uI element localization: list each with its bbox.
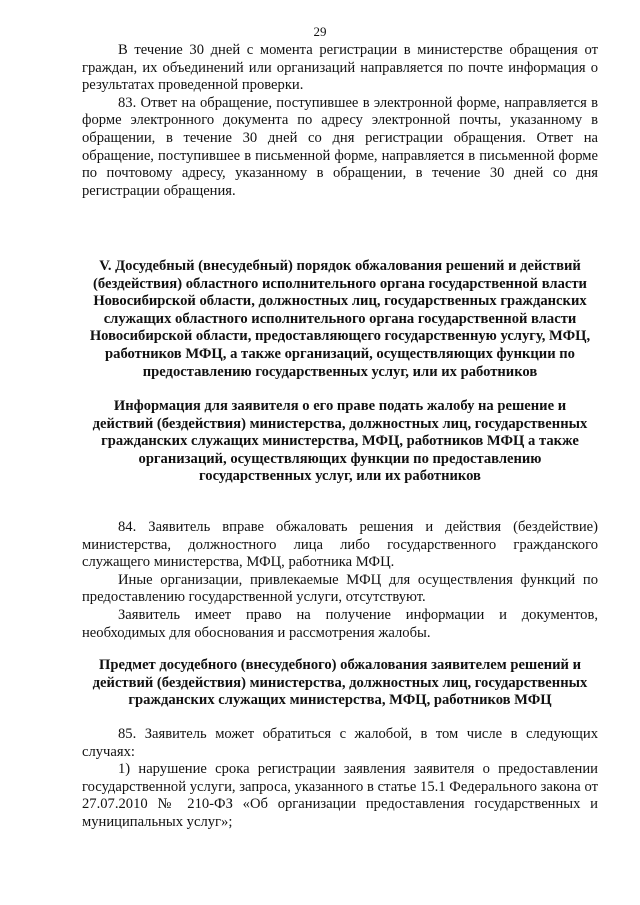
section-heading-block [82, 258, 598, 381]
section-heading: V. Досудебный (внесудебный) порядок обжалования решений и действий (бездействия) областного исполнительного органа государственной власти Новосибирской области, должностных лиц, государственных гражданских служащих областного исполнительного органа государственной власти Новосибирской области, предоставляющего государственную услугу, МФЦ, работников МФЦ, а также организаций, осуществляющих функции по предоставлению государственных услуг, или их работников [89, 258, 591, 380]
page-number: 29 [313, 24, 327, 39]
subheading-2-block [82, 657, 598, 710]
bottom-text-block [82, 726, 598, 832]
top-text-block [82, 42, 598, 200]
list-item-1: 1) нарушение срока регистрации заявления заявителя о предоставлении государственной услуги, запроса, указанного в статье 15.1 Федерального закона от 27.07.2010 № 210-ФЗ «Об организации предоставления государственных и муниципальных услуг»; [82, 761, 598, 830]
paragraph-review-result: В течение 30 дней с момента регистрации в министерстве обращения от граждан, их объединений или организаций направляется по почте информация о результатах проведенной проверки. [82, 42, 598, 94]
paragraph-83: 83. Ответ на обращение, поступившее в электронной форме, направляется в форме электронного документа по адресу электронной почты, указанному в обращении, в течение 30 дней со дня регистрации обращения. Ответ на обращение, поступившее в письменной форме, направляется в письменной форме по почтовому адресу, указанному в обращении, в течение 30 дней со дня регистрации обращения. [82, 94, 598, 199]
paragraph-other-organizations: Иные организации, привлекаемые МФЦ для осуществления функций по предоставлению государственной услуги, отсутствуют. [82, 571, 598, 606]
subheading-1-block [82, 398, 598, 486]
middle-text-block [82, 519, 598, 642]
paragraph-84: 84. Заявитель вправе обжаловать решения и действия (бездействие) министерства, должностного лица либо государственного гражданского служащего министерства, МФЦ, работника МФЦ. [82, 519, 598, 571]
subheading-complaint-right: Информация для заявителя о его праве подать жалобу на решение и действий (бездействия) министерства, должностных лиц, государственных гражданских служащих министерства, МФЦ, работников МФЦ а также организаций, осуществляющих функции по предоставлению государственных услуг, или их работников [92, 398, 588, 485]
subheading-complaint-subject: Предмет досудебного (внесудебного) обжалования заявителем решений и действий (бездействия) министерства, должностных лиц, государственных гражданских служащих министерства, МФЦ, работников МФЦ [92, 657, 588, 709]
paragraph-85: 85. Заявитель может обратиться с жалобой, в том числе в следующих случаях: [82, 726, 598, 760]
paragraph-information-right: Заявитель имеет право на получение информации и документов, необходимых для обоснования и рассмотрения жалобы. [82, 606, 598, 641]
